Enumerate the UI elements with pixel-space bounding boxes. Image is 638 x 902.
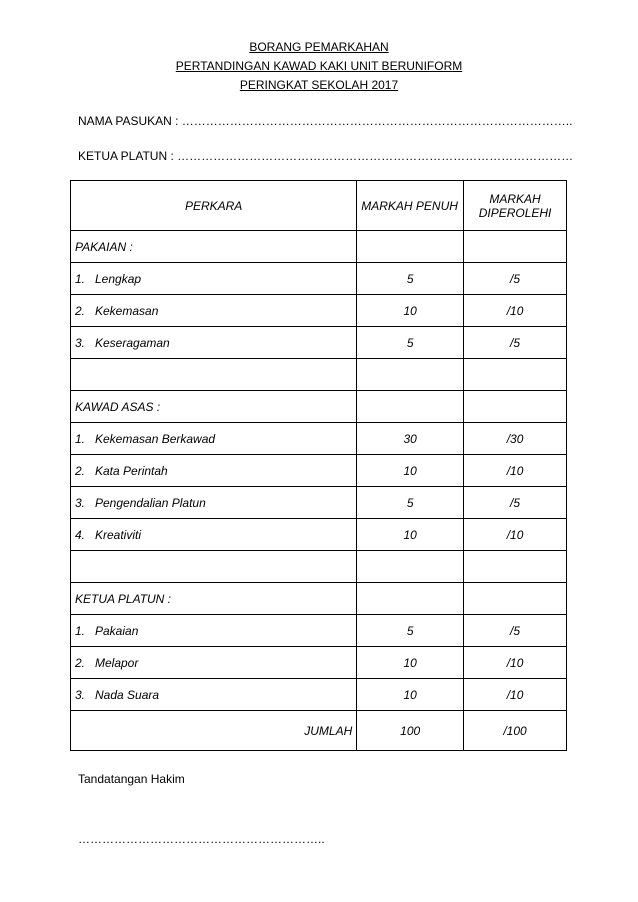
criteria-name: Melapor <box>95 655 139 670</box>
criteria-cell <box>71 519 357 551</box>
criteria-name: Kata Perintah <box>95 463 168 478</box>
criteria-cell <box>71 423 357 455</box>
header-obtained-line2: DIPEROLEHI <box>478 205 552 220</box>
empty-cell <box>464 359 567 391</box>
empty-cell <box>357 551 464 583</box>
section-row <box>71 231 567 263</box>
section-title: PAKAIAN : <box>71 231 357 263</box>
criteria-name: Kekemasan Berkawad <box>95 431 216 446</box>
criteria-number: 3. <box>75 335 86 350</box>
criteria-name: Keseragaman <box>95 335 170 350</box>
full-marks-cell: 5 <box>357 327 464 359</box>
empty-cell <box>71 359 357 391</box>
empty-cell <box>464 231 567 263</box>
empty-cell <box>464 551 567 583</box>
obtained-marks-cell: /5 <box>464 615 567 647</box>
criteria-name: Kreativiti <box>95 527 142 542</box>
criteria-name: Kekemasan <box>95 303 159 318</box>
table-row <box>71 679 567 711</box>
full-marks-cell: 10 <box>357 295 464 327</box>
full-marks-cell: 5 <box>357 487 464 519</box>
criteria-number: 1. <box>75 623 86 638</box>
table-row <box>71 423 567 455</box>
full-marks-cell: 10 <box>357 679 464 711</box>
criteria-number: 3. <box>75 687 86 702</box>
total-full-marks: 100 <box>357 711 464 751</box>
section-title: KETUA PLATUN : <box>71 583 357 615</box>
header-perkara: PERKARA <box>71 181 357 231</box>
empty-cell <box>357 583 464 615</box>
full-marks-cell: 5 <box>357 615 464 647</box>
obtained-marks-cell: /5 <box>464 487 567 519</box>
empty-cell <box>357 359 464 391</box>
form-title: BORANG PEMARKAHAN <box>249 40 389 54</box>
empty-cell <box>464 391 567 423</box>
total-row <box>71 711 567 751</box>
header-obtained-line1: MARKAH <box>489 191 541 206</box>
competition-title: PERTANDINGAN KAWAD KAKI UNIT BERUNIFORM <box>175 59 463 73</box>
full-marks-cell: 5 <box>357 263 464 295</box>
criteria-number: 1. <box>75 271 86 286</box>
criteria-name: Pakaian <box>95 623 139 638</box>
header-full-marks: MARKAH PENUH <box>357 181 464 231</box>
criteria-cell <box>71 647 357 679</box>
obtained-marks-cell: /5 <box>464 327 567 359</box>
level-title: PERINGKAT SEKOLAH 2017 <box>239 78 399 92</box>
criteria-cell <box>71 679 357 711</box>
criteria-number: 1. <box>75 431 86 446</box>
criteria-cell <box>71 615 357 647</box>
criteria-cell <box>71 487 357 519</box>
obtained-marks-cell: /10 <box>464 679 567 711</box>
obtained-marks-cell: /5 <box>464 263 567 295</box>
criteria-number: 3. <box>75 495 86 510</box>
table-header-row <box>71 181 567 231</box>
criteria-cell <box>71 263 357 295</box>
section-row <box>71 391 567 423</box>
criteria-number: 2. <box>75 303 86 318</box>
criteria-number: 2. <box>75 655 86 670</box>
criteria-number: 2. <box>75 463 86 478</box>
criteria-cell <box>71 327 357 359</box>
table-row <box>71 295 567 327</box>
section-row <box>71 583 567 615</box>
table-row <box>71 263 567 295</box>
signature-line: …………………………………………………….. <box>78 832 325 846</box>
spacer-row <box>71 359 567 391</box>
header-obtained-marks <box>464 181 567 231</box>
table-row <box>71 519 567 551</box>
table-row <box>71 455 567 487</box>
total-label: JUMLAH <box>71 711 357 751</box>
full-marks-cell: 10 <box>357 455 464 487</box>
section-title: KAWAD ASAS : <box>71 391 357 423</box>
score-table <box>70 180 567 751</box>
total-obtained-marks: /100 <box>464 711 567 751</box>
platoon-leader-field: KETUA PLATUN : ……………………………………………………………………………………… <box>78 149 574 163</box>
signature-label: Tandatangan Hakim <box>78 772 185 786</box>
criteria-name: Lengkap <box>95 271 142 286</box>
criteria-cell <box>71 455 357 487</box>
table-row <box>71 615 567 647</box>
empty-cell <box>464 583 567 615</box>
full-marks-cell: 10 <box>357 647 464 679</box>
empty-cell <box>71 551 357 583</box>
obtained-marks-cell: /30 <box>464 423 567 455</box>
table-row <box>71 647 567 679</box>
empty-cell <box>357 391 464 423</box>
criteria-name: Nada Suara <box>95 687 160 702</box>
table-row <box>71 487 567 519</box>
criteria-number: 4. <box>75 527 86 542</box>
full-marks-cell: 10 <box>357 519 464 551</box>
team-name-field: NAMA PASUKAN : …………………………………………………………………………………….. <box>78 114 573 128</box>
full-marks-cell: 30 <box>357 423 464 455</box>
empty-cell <box>357 231 464 263</box>
table-row <box>71 327 567 359</box>
obtained-marks-cell: /10 <box>464 519 567 551</box>
criteria-cell <box>71 295 357 327</box>
spacer-row <box>71 551 567 583</box>
criteria-name: Pengendalian Platun <box>95 495 206 510</box>
obtained-marks-cell: /10 <box>464 295 567 327</box>
obtained-marks-cell: /10 <box>464 647 567 679</box>
obtained-marks-cell: /10 <box>464 455 567 487</box>
